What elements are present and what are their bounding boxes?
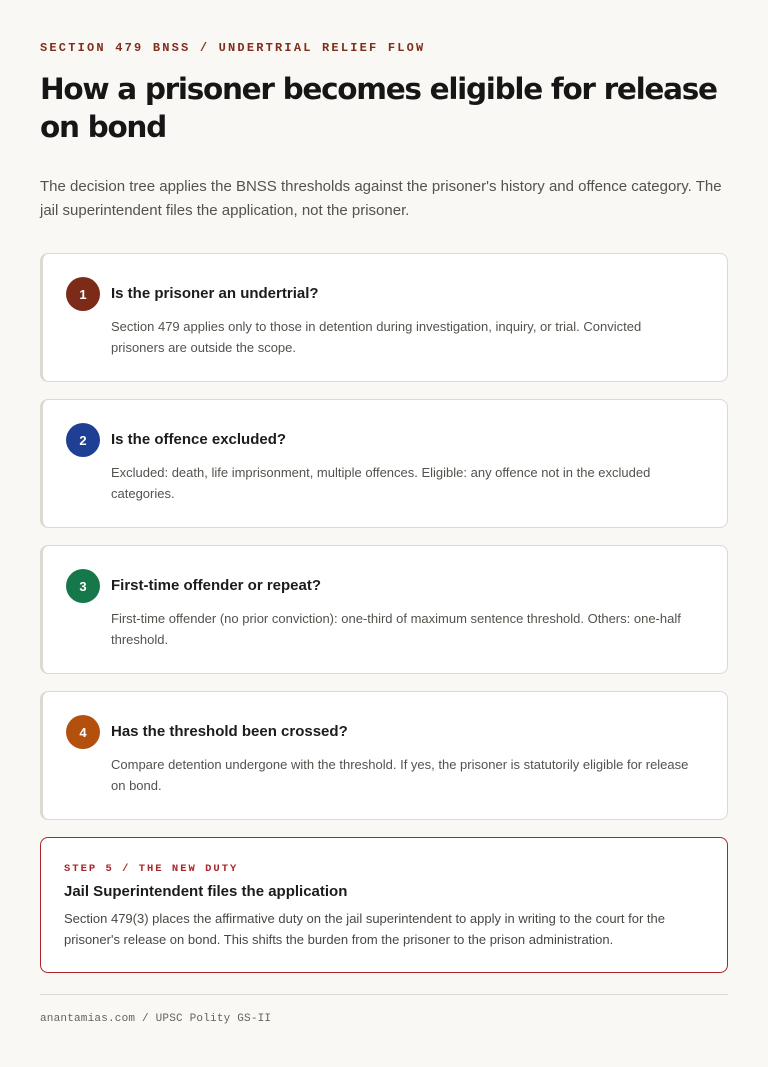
step-number-badge: 2 — [66, 423, 100, 457]
step-description: Section 479 applies only to those in detention during investigation, inquiry, or trial. Convicted prisoners are outside the scope. — [111, 319, 642, 355]
step-description: First-time offender (no prior conviction): one-third of maximum sentence threshold. Others: one-half threshold. — [111, 611, 681, 647]
step-question: Is the offence excluded? — [111, 431, 287, 448]
step-number-badge: 3 — [66, 569, 100, 603]
intro-text: The decision tree applies the BNSS thresholds against the prisoner's history and offence category. The jail superintendent files the application, not the prisoner. — [40, 178, 722, 219]
footer-source: anantamias.com / UPSC Polity GS-II — [40, 1013, 272, 1025]
page-content — [40, 40, 728, 973]
footer-divider — [40, 994, 728, 995]
step-card-2 — [40, 399, 728, 528]
page-title: How a prisoner becomes eligible for release on bond — [40, 72, 717, 144]
step-card-3 — [40, 545, 728, 674]
duty-body: Section 479(3) places the affirmative duty on the jail superintendent to apply in writing to the court for the prisoner's release on bond. This shifts the burden from the prisoner to the prison administration. — [64, 911, 665, 947]
step-card-1 — [40, 253, 728, 382]
step-description: Excluded: death, life imprisonment, multiple offences. Eligible: any offence not in the excluded categories. — [111, 465, 651, 501]
duty-heading: Jail Superintendent files the application — [64, 883, 348, 900]
duty-tag: STEP 5 / THE NEW DUTY — [64, 863, 239, 875]
step-question: Has the threshold been crossed? — [111, 723, 348, 740]
duty-callout — [40, 837, 728, 973]
step-question: First-time offender or repeat? — [111, 577, 322, 594]
step-number-badge: 4 — [66, 715, 100, 749]
step-description: Compare detention undergone with the threshold. If yes, the prisoner is statutorily eligible for release on bond. — [111, 757, 689, 793]
step-question: Is the prisoner an undertrial? — [111, 285, 319, 302]
step-card-4 — [40, 691, 728, 820]
step-number-badge: 1 — [66, 277, 100, 311]
eyebrow: SECTION 479 BNSS / UNDERTRIAL RELIEF FLOW — [40, 41, 426, 55]
step-list — [40, 253, 728, 820]
